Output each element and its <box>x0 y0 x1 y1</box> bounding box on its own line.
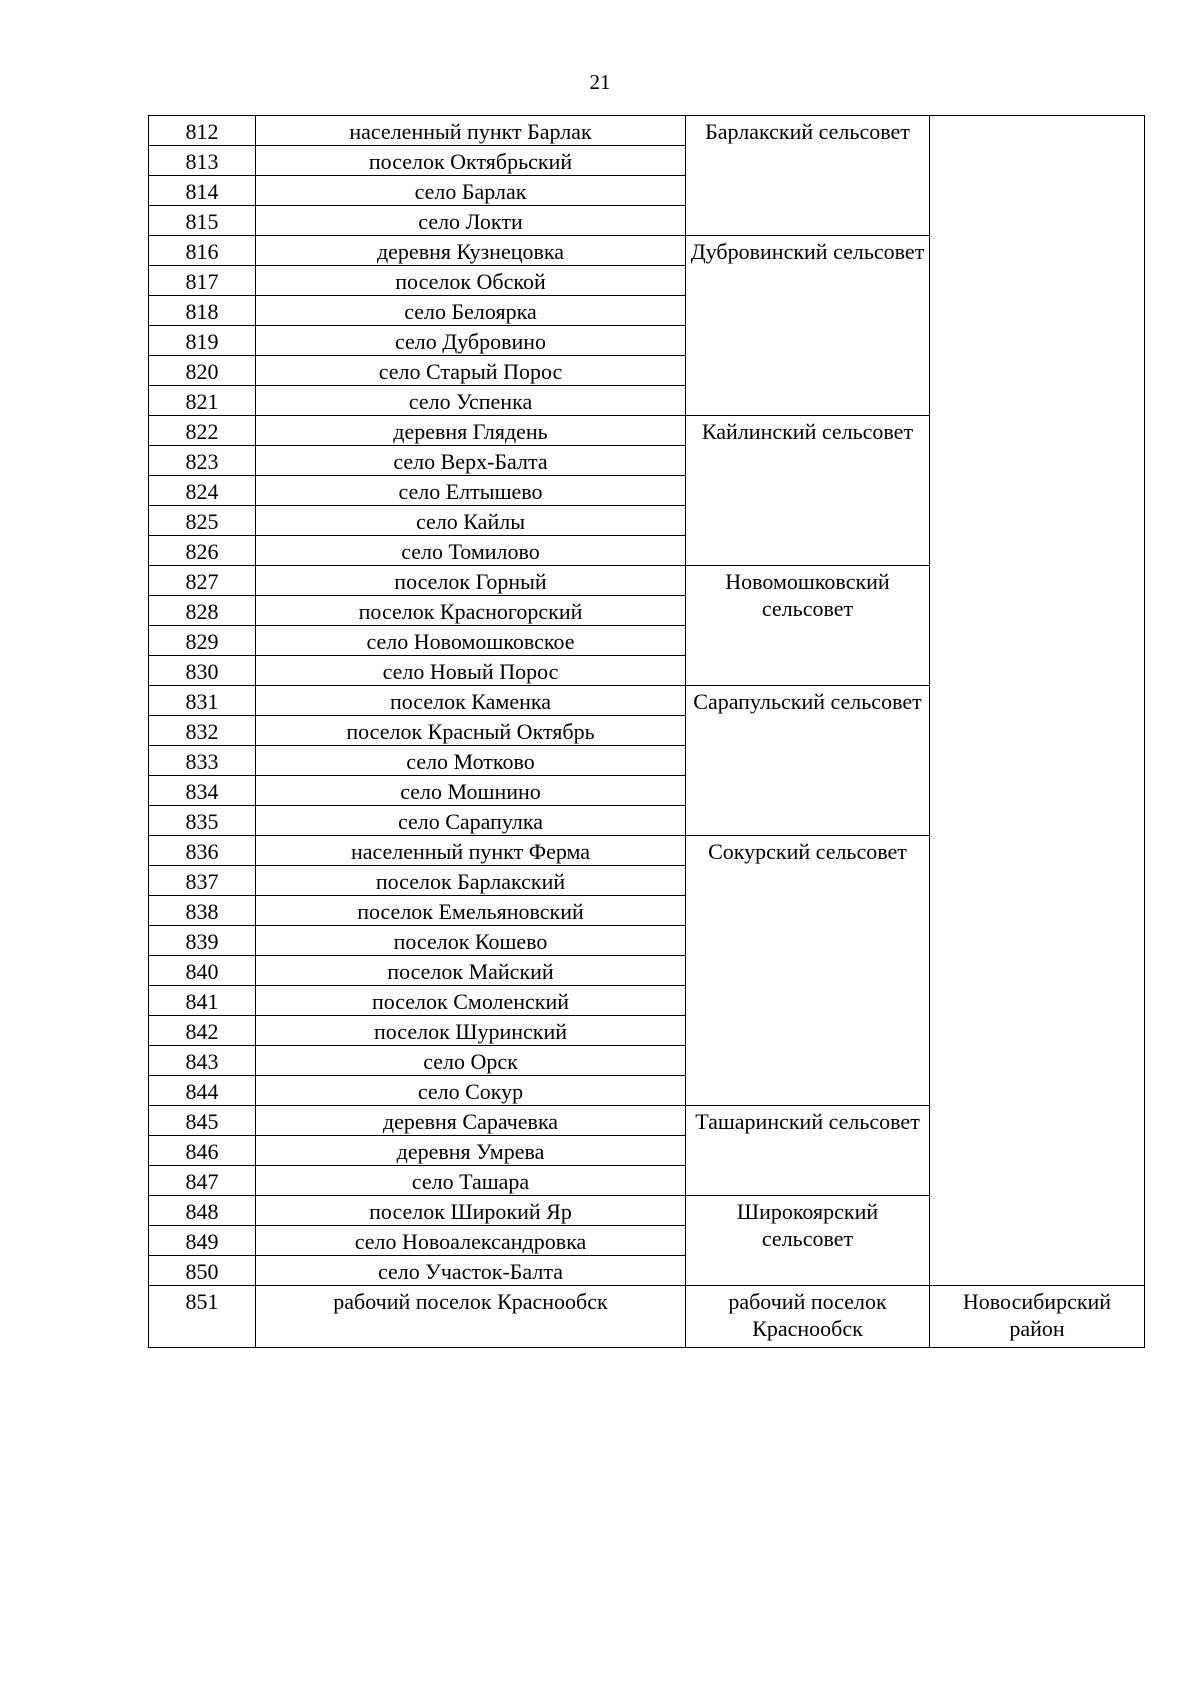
row-number: 837 <box>149 866 256 896</box>
settlement-name: село Орск <box>256 1046 686 1076</box>
district-cell-empty <box>930 116 1145 1286</box>
row-number: 836 <box>149 836 256 866</box>
settlement-name: село Новоалександровка <box>256 1226 686 1256</box>
table-body <box>149 116 1145 1348</box>
settlement-name: село Ташара <box>256 1166 686 1196</box>
settlement-name: поселок Майский <box>256 956 686 986</box>
district-name: Новосибирский район <box>930 1286 1145 1348</box>
row-number: 833 <box>149 746 256 776</box>
council-name: рабочий поселок Краснообск <box>686 1286 930 1348</box>
council-name: Широкоярский сельсовет <box>686 1196 930 1286</box>
row-number: 841 <box>149 986 256 1016</box>
council-name: Новомошковский сельсовет <box>686 566 930 686</box>
settlement-name: поселок Каменка <box>256 686 686 716</box>
row-number: 823 <box>149 446 256 476</box>
settlement-name: рабочий поселок Краснообск <box>256 1286 686 1348</box>
page-number: 21 <box>589 70 611 94</box>
council-name: Сокурский сельсовет <box>686 836 930 1106</box>
settlement-name: село Участок-Балта <box>256 1256 686 1286</box>
row-number: 827 <box>149 566 256 596</box>
settlement-name: село Елтышево <box>256 476 686 506</box>
settlement-name: поселок Барлакский <box>256 866 686 896</box>
row-number: 817 <box>149 266 256 296</box>
settlement-name: село Сокур <box>256 1076 686 1106</box>
row-number: 824 <box>149 476 256 506</box>
settlement-name: поселок Красногорский <box>256 596 686 626</box>
settlement-name: деревня Сарачевка <box>256 1106 686 1136</box>
row-number: 842 <box>149 1016 256 1046</box>
settlement-name: село Белоярка <box>256 296 686 326</box>
settlement-name: село Мошнино <box>256 776 686 806</box>
table-row <box>149 1286 1145 1348</box>
row-number: 828 <box>149 596 256 626</box>
row-number: 816 <box>149 236 256 266</box>
row-number: 831 <box>149 686 256 716</box>
row-number: 813 <box>149 146 256 176</box>
settlement-name: населенный пункт Барлак <box>256 116 686 146</box>
row-number: 838 <box>149 896 256 926</box>
settlement-name: село Новый Порос <box>256 656 686 686</box>
row-number: 814 <box>149 176 256 206</box>
settlement-name: поселок Кошево <box>256 926 686 956</box>
row-number: 839 <box>149 926 256 956</box>
settlement-name: село Успенка <box>256 386 686 416</box>
council-name: Кайлинский сельсовет <box>686 416 930 566</box>
settlements-table <box>148 115 1145 1348</box>
row-number: 812 <box>149 116 256 146</box>
settlement-name: село Сарапулка <box>256 806 686 836</box>
table-row <box>149 116 1145 146</box>
row-number: 832 <box>149 716 256 746</box>
row-number: 815 <box>149 206 256 236</box>
settlement-name: поселок Обской <box>256 266 686 296</box>
row-number: 846 <box>149 1136 256 1166</box>
row-number: 844 <box>149 1076 256 1106</box>
row-number: 835 <box>149 806 256 836</box>
row-number: 847 <box>149 1166 256 1196</box>
settlement-name: село Старый Порос <box>256 356 686 386</box>
settlement-name: поселок Октябрьский <box>256 146 686 176</box>
settlement-name: поселок Широкий Яр <box>256 1196 686 1226</box>
settlement-name: поселок Шуринский <box>256 1016 686 1046</box>
settlement-name: село Кайлы <box>256 506 686 536</box>
row-number: 845 <box>149 1106 256 1136</box>
row-number: 818 <box>149 296 256 326</box>
settlement-name: село Новомошковское <box>256 626 686 656</box>
row-number: 851 <box>149 1286 256 1348</box>
row-number: 819 <box>149 326 256 356</box>
council-name: Сарапульский сельсовет <box>686 686 930 836</box>
row-number: 820 <box>149 356 256 386</box>
settlement-name: деревня Кузнецовка <box>256 236 686 266</box>
row-number: 825 <box>149 506 256 536</box>
row-number: 840 <box>149 956 256 986</box>
row-number: 830 <box>149 656 256 686</box>
council-name: Дубровинский сельсовет <box>686 236 930 416</box>
settlement-name: поселок Горный <box>256 566 686 596</box>
settlement-name: село Мотково <box>256 746 686 776</box>
settlement-name: населенный пункт Ферма <box>256 836 686 866</box>
settlement-name: село Барлак <box>256 176 686 206</box>
settlement-name: село Локти <box>256 206 686 236</box>
row-number: 826 <box>149 536 256 566</box>
settlement-name: поселок Красный Октябрь <box>256 716 686 746</box>
settlement-name: село Дубровино <box>256 326 686 356</box>
row-number: 850 <box>149 1256 256 1286</box>
settlement-name: поселок Смоленский <box>256 986 686 1016</box>
row-number: 843 <box>149 1046 256 1076</box>
row-number: 834 <box>149 776 256 806</box>
settlement-name: поселок Емельяновский <box>256 896 686 926</box>
row-number: 829 <box>149 626 256 656</box>
settlement-name: село Верх-Балта <box>256 446 686 476</box>
settlement-name: село Томилово <box>256 536 686 566</box>
row-number: 821 <box>149 386 256 416</box>
row-number: 822 <box>149 416 256 446</box>
row-number: 848 <box>149 1196 256 1226</box>
settlement-name: деревня Глядень <box>256 416 686 446</box>
council-name: Барлакский сельсовет <box>686 116 930 236</box>
row-number: 849 <box>149 1226 256 1256</box>
settlement-name: деревня Умрева <box>256 1136 686 1166</box>
council-name: Ташаринский сельсовет <box>686 1106 930 1196</box>
